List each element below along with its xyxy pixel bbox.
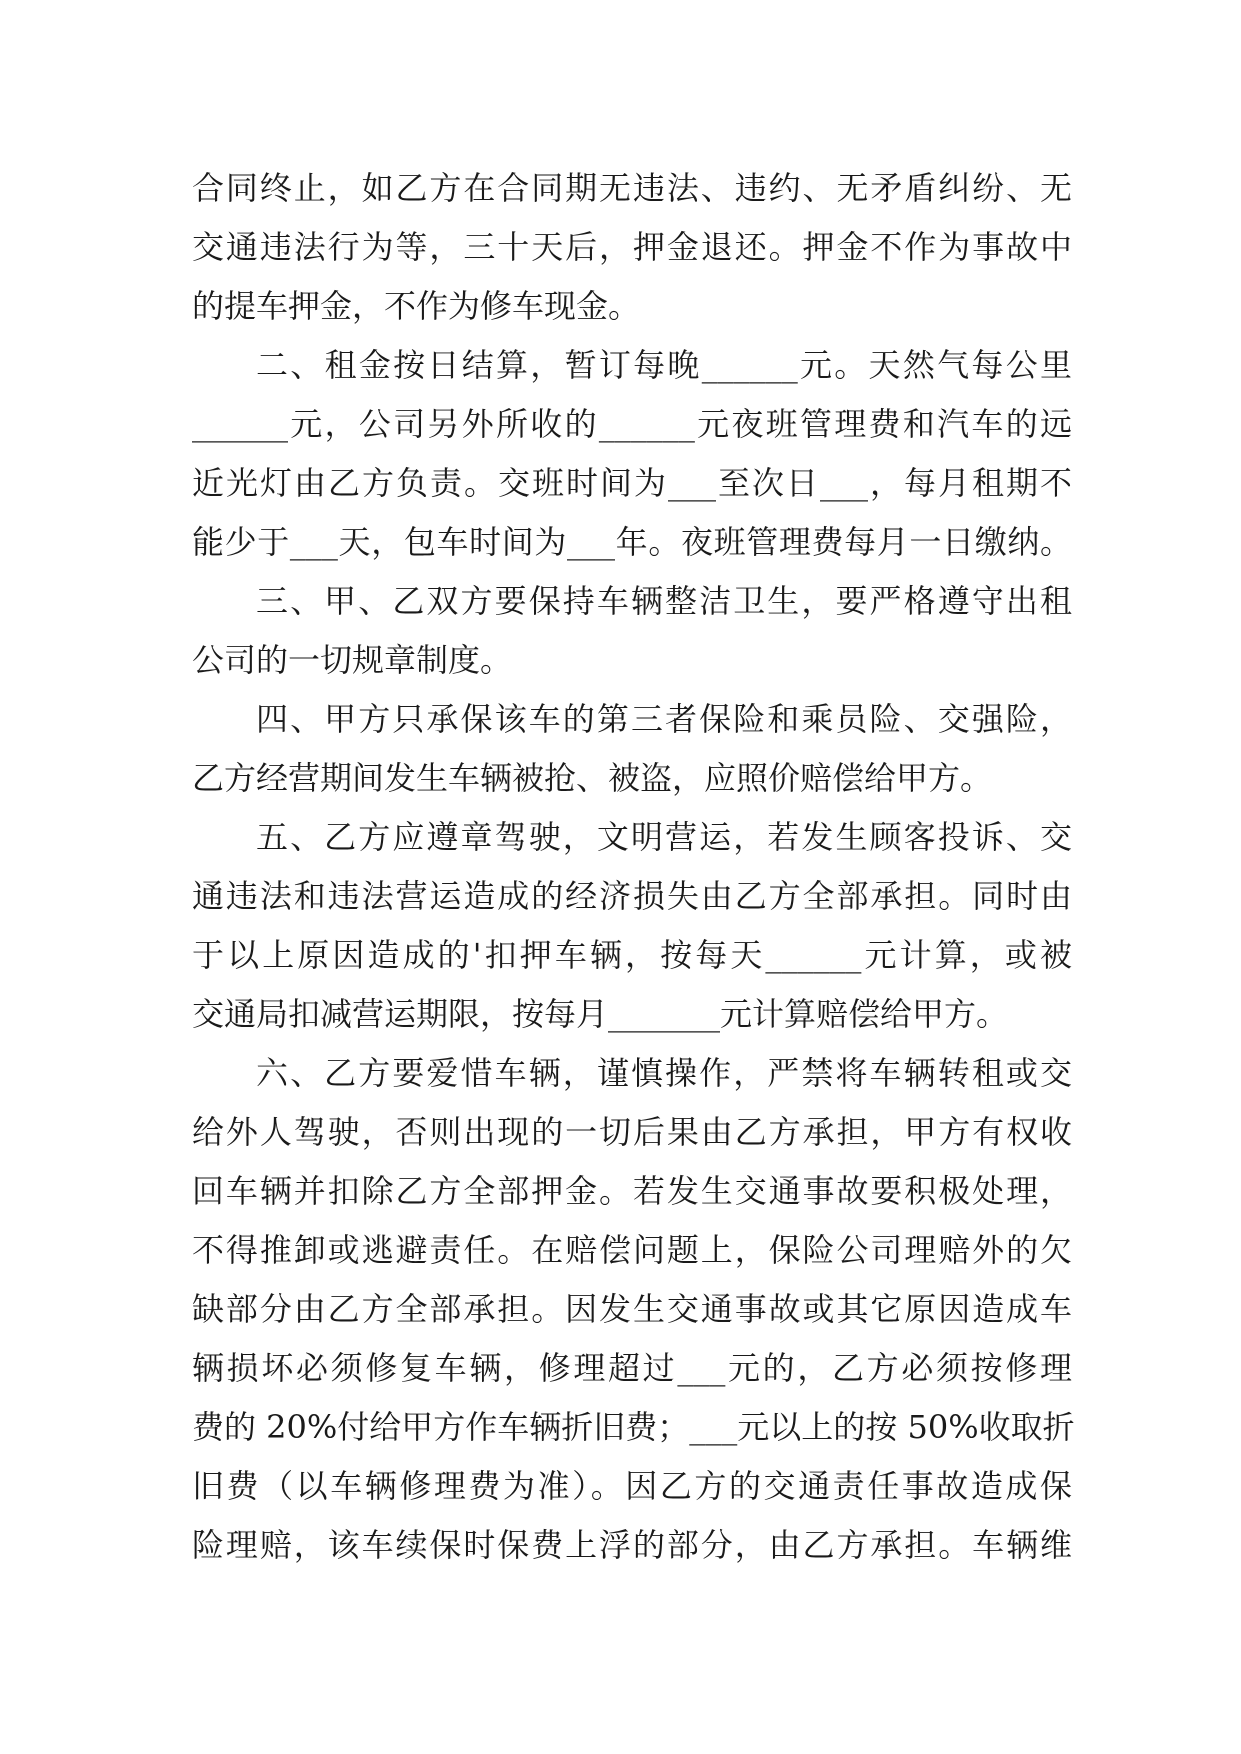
document-body <box>192 159 1075 1575</box>
text-line: 交通违法行为等，三十天后，押金退还。押金不作为事故中 <box>192 228 1072 266</box>
text-line: 旧费（以车辆修理费为准）。因乙方的交通责任事故造成保 <box>192 1467 1072 1505</box>
text-line: 乙方经营期间发生车辆被抢、被盗，应照价赔偿给甲方。 <box>192 759 993 797</box>
text-line: 交通局扣减营运期限，按每月_______元计算赔偿给甲方。 <box>192 995 1009 1033</box>
text-line: ______元，公司另外所收的______元夜班管理费和汽车的远 <box>192 405 1072 443</box>
text-line: 给外人驾驶，否则出现的一切后果由乙方承担，甲方有权收 <box>192 1113 1072 1151</box>
text-line: 于以上原因造成的'扣押车辆，按每天______元计算，或被 <box>192 936 1072 974</box>
text-line: 缺部分由乙方全部承担。因发生交通事故或其它原因造成车 <box>192 1290 1072 1328</box>
text-line: 的提车押金，不作为修车现金。 <box>192 287 641 325</box>
text-line: 二、租金按日结算，暂订每晚______元。天然气每公里 <box>256 346 1072 384</box>
text-line: 能少于___天，包车时间为___年。夜班管理费每月一日缴纳。 <box>192 523 1072 561</box>
text-line: 通违法和违法营运造成的经济损失由乙方全部承担。同时由 <box>192 877 1072 915</box>
text-line: 六、乙方要爱惜车辆，谨慎操作，严禁将车辆转租或交 <box>256 1054 1072 1092</box>
text-line: 近光灯由乙方负责。交班时间为___至次日___，每月租期不 <box>192 464 1072 502</box>
text-line: 险理赔，该车续保时保费上浮的部分，由乙方承担。车辆维 <box>192 1526 1072 1564</box>
text-line: 五、乙方应遵章驾驶，文明营运，若发生顾客投诉、交 <box>256 818 1072 856</box>
text-line: 三、甲、乙双方要保持车辆整洁卫生，要严格遵守出租 <box>256 582 1072 620</box>
text-line: 费的 20%付给甲方作车辆折旧费；___元以上的按 50%收取折 <box>192 1408 1075 1446</box>
text-line: 四、甲方只承保该车的第三者保险和乘员险、交强险， <box>256 700 1072 738</box>
text-line: 不得推卸或逃避责任。在赔偿问题上，保险公司理赔外的欠 <box>192 1231 1072 1269</box>
text-line: 回车辆并扣除乙方全部押金。若发生交通事故要积极处理， <box>192 1172 1072 1210</box>
text-line: 公司的一切规章制度。 <box>192 641 513 679</box>
text-line: 辆损坏必须修复车辆，修理超过___元的，乙方必须按修理 <box>192 1349 1072 1387</box>
text-line: 合同终止，如乙方在合同期无违法、违约、无矛盾纠纷、无 <box>192 169 1072 207</box>
